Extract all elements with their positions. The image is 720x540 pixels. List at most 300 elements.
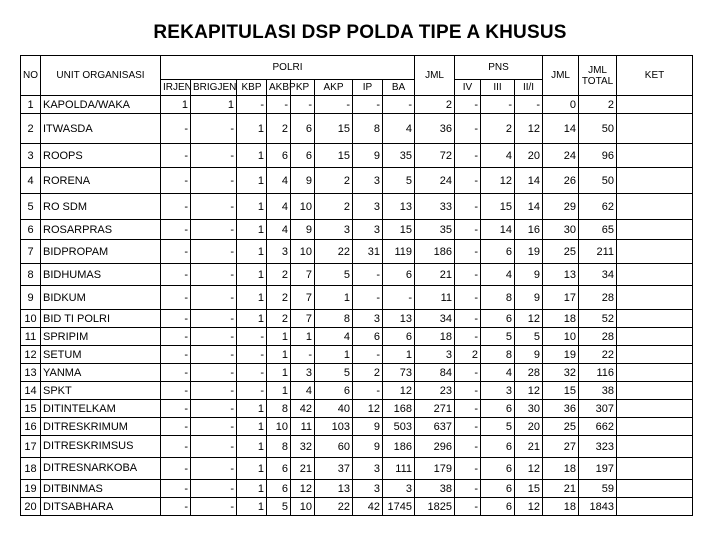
value-cell: 35 [383, 144, 415, 168]
ket-cell [617, 310, 693, 328]
value-cell: 15 [383, 220, 415, 240]
unit-name: DITRESKRIMUM [41, 418, 161, 436]
value-cell: 1 [237, 286, 267, 310]
header-polri-akp: AKP [315, 80, 353, 96]
value-cell: 18 [543, 310, 579, 328]
value-cell: 21 [415, 264, 455, 286]
value-cell: 1 [161, 96, 191, 114]
value-cell: 186 [415, 240, 455, 264]
value-cell: 179 [415, 458, 455, 480]
table-row [21, 194, 693, 220]
unit-name: ROSARPRAS [41, 220, 161, 240]
value-cell: 6 [383, 264, 415, 286]
value-cell: 116 [579, 364, 617, 382]
value-cell: - [455, 310, 481, 328]
ket-cell [617, 144, 693, 168]
ket-cell [617, 346, 693, 364]
unit-name: ROOPS [41, 144, 161, 168]
value-cell: 6 [481, 400, 515, 418]
unit-name: KAPOLDA/WAKA [41, 96, 161, 114]
value-cell: 5 [315, 364, 353, 382]
value-cell: 52 [579, 310, 617, 328]
value-cell: 4 [267, 194, 291, 220]
ket-cell [617, 436, 693, 458]
value-cell: 662 [579, 418, 617, 436]
value-cell: - [161, 346, 191, 364]
value-cell: 24 [543, 144, 579, 168]
unit-name: SETUM [41, 346, 161, 364]
value-cell: 5 [383, 168, 415, 194]
ket-cell [617, 364, 693, 382]
value-cell: 16 [515, 220, 543, 240]
table-row [21, 458, 693, 480]
value-cell: 50 [579, 114, 617, 144]
row-number: 18 [21, 458, 41, 480]
value-cell: 1 [315, 346, 353, 364]
value-cell: 4 [267, 220, 291, 240]
value-cell: 19 [515, 240, 543, 264]
value-cell: - [161, 458, 191, 480]
value-cell: 7 [291, 264, 315, 286]
value-cell: 12 [515, 382, 543, 400]
ket-cell [617, 498, 693, 516]
value-cell: - [455, 144, 481, 168]
value-cell: 18 [415, 328, 455, 346]
value-cell: - [455, 240, 481, 264]
value-cell: 1 [237, 168, 267, 194]
ket-cell [617, 286, 693, 310]
table-row [21, 382, 693, 400]
value-cell: - [455, 480, 481, 498]
value-cell: 186 [383, 436, 415, 458]
row-number: 5 [21, 194, 41, 220]
unit-name: DITRESNARKOBA [41, 458, 161, 480]
value-cell: 1 [237, 310, 267, 328]
value-cell: 3 [353, 480, 383, 498]
row-number: 2 [21, 114, 41, 144]
value-cell: - [191, 310, 237, 328]
value-cell: 22 [315, 498, 353, 516]
value-cell: 3 [353, 168, 383, 194]
value-cell: 1 [237, 114, 267, 144]
value-cell: - [191, 264, 237, 286]
value-cell: 2 [315, 168, 353, 194]
value-cell: 9 [353, 144, 383, 168]
value-cell: 28 [579, 328, 617, 346]
value-cell: - [515, 96, 543, 114]
value-cell: 6 [481, 240, 515, 264]
value-cell: 9 [515, 264, 543, 286]
ket-cell [617, 480, 693, 498]
value-cell: - [191, 346, 237, 364]
value-cell: - [191, 328, 237, 346]
value-cell: 28 [515, 364, 543, 382]
value-cell: 211 [579, 240, 617, 264]
header-polri-ip: IP [353, 80, 383, 96]
value-cell: 22 [315, 240, 353, 264]
value-cell: - [353, 346, 383, 364]
value-cell: 20 [515, 418, 543, 436]
value-cell: 13 [383, 310, 415, 328]
unit-name: DITSABHARA [41, 498, 161, 516]
table-row [21, 498, 693, 516]
value-cell: - [191, 144, 237, 168]
header-polri-akbp: AKBP [267, 80, 291, 96]
value-cell: 10 [291, 194, 315, 220]
value-cell: 59 [579, 480, 617, 498]
value-cell: 8 [481, 286, 515, 310]
header-polri-brigjen: BRIGJEN [191, 80, 237, 96]
value-cell: 119 [383, 240, 415, 264]
value-cell: 10 [267, 418, 291, 436]
ket-cell [617, 168, 693, 194]
value-cell: 15 [543, 382, 579, 400]
value-cell: - [191, 240, 237, 264]
header-pns-iii: III [481, 80, 515, 96]
value-cell: 2 [455, 346, 481, 364]
value-cell: 103 [315, 418, 353, 436]
value-cell: 2 [267, 310, 291, 328]
value-cell: 12 [353, 400, 383, 418]
value-cell: - [191, 220, 237, 240]
value-cell: - [383, 96, 415, 114]
value-cell: 271 [415, 400, 455, 418]
value-cell: - [455, 382, 481, 400]
unit-name: BIDHUMAS [41, 264, 161, 286]
value-cell: 4 [383, 114, 415, 144]
value-cell: 8 [353, 114, 383, 144]
value-cell: - [191, 400, 237, 418]
table-row [21, 286, 693, 310]
table-row [21, 220, 693, 240]
value-cell: - [161, 364, 191, 382]
row-number: 3 [21, 144, 41, 168]
table-row [21, 418, 693, 436]
value-cell: 4 [481, 264, 515, 286]
value-cell: 62 [579, 194, 617, 220]
value-cell: 2 [315, 194, 353, 220]
value-cell: 3 [291, 364, 315, 382]
value-cell: 3 [353, 310, 383, 328]
value-cell: 3 [383, 480, 415, 498]
value-cell: 1 [237, 498, 267, 516]
value-cell: 30 [515, 400, 543, 418]
row-number: 1 [21, 96, 41, 114]
table-row [21, 168, 693, 194]
header-pns: PNS [455, 56, 543, 80]
value-cell: 8 [267, 436, 291, 458]
value-cell: - [455, 168, 481, 194]
value-cell: 1 [267, 346, 291, 364]
value-cell: 31 [353, 240, 383, 264]
value-cell: 1745 [383, 498, 415, 516]
header-pns-iv: IV [455, 80, 481, 96]
value-cell: 12 [291, 480, 315, 498]
value-cell: 25 [543, 240, 579, 264]
value-cell: 29 [543, 194, 579, 220]
table-row [21, 240, 693, 264]
ket-cell [617, 240, 693, 264]
value-cell: - [161, 194, 191, 220]
value-cell: 296 [415, 436, 455, 458]
value-cell: 637 [415, 418, 455, 436]
value-cell: 50 [579, 168, 617, 194]
value-cell: 32 [543, 364, 579, 382]
value-cell: 34 [579, 264, 617, 286]
row-number: 14 [21, 382, 41, 400]
value-cell: 7 [291, 286, 315, 310]
value-cell: 6 [291, 144, 315, 168]
value-cell: 6 [267, 144, 291, 168]
value-cell: 6 [481, 498, 515, 516]
header-jml-polri: JML [415, 56, 455, 96]
value-cell: 323 [579, 436, 617, 458]
ket-cell [617, 114, 693, 144]
value-cell: 1 [267, 382, 291, 400]
value-cell: 13 [543, 264, 579, 286]
value-cell: 1 [291, 328, 315, 346]
row-number: 16 [21, 418, 41, 436]
row-number: 11 [21, 328, 41, 346]
value-cell: - [161, 144, 191, 168]
header-polri-irjen: IRJEN [161, 80, 191, 96]
row-number: 13 [21, 364, 41, 382]
value-cell: 2 [579, 96, 617, 114]
value-cell: 5 [515, 328, 543, 346]
value-cell: 6 [267, 458, 291, 480]
unit-name: BID TI POLRI [41, 310, 161, 328]
value-cell: 42 [353, 498, 383, 516]
header-polri-kp: KP [291, 80, 315, 96]
unit-name: YANMA [41, 364, 161, 382]
value-cell: 3 [481, 382, 515, 400]
row-number: 12 [21, 346, 41, 364]
row-number: 15 [21, 400, 41, 418]
page-title: REKAPITULASI DSP POLDA TIPE A KHUSUS [153, 22, 567, 43]
value-cell: 6 [481, 458, 515, 480]
value-cell: 1 [237, 418, 267, 436]
ket-cell [617, 96, 693, 114]
value-cell: - [161, 436, 191, 458]
value-cell: 33 [415, 194, 455, 220]
value-cell: 1 [191, 96, 237, 114]
value-cell: - [191, 114, 237, 144]
value-cell: 8 [315, 310, 353, 328]
value-cell: - [191, 458, 237, 480]
value-cell: - [481, 96, 515, 114]
value-cell: - [237, 346, 267, 364]
value-cell: 3 [353, 458, 383, 480]
value-cell: 25 [543, 418, 579, 436]
table-row [21, 264, 693, 286]
value-cell: 6 [291, 114, 315, 144]
ket-cell [617, 194, 693, 220]
value-cell: 9 [515, 346, 543, 364]
row-number: 4 [21, 168, 41, 194]
table-row [21, 310, 693, 328]
value-cell: 3 [353, 194, 383, 220]
value-cell: 1 [237, 458, 267, 480]
ket-cell [617, 220, 693, 240]
value-cell: 27 [543, 436, 579, 458]
value-cell: - [191, 480, 237, 498]
ket-cell [617, 418, 693, 436]
value-cell: 15 [315, 144, 353, 168]
value-cell: 13 [383, 194, 415, 220]
value-cell: 9 [353, 436, 383, 458]
table-row [21, 346, 693, 364]
value-cell: 19 [543, 346, 579, 364]
value-cell: 20 [515, 144, 543, 168]
value-cell: 9 [353, 418, 383, 436]
value-cell: - [161, 264, 191, 286]
value-cell: 1 [383, 346, 415, 364]
value-cell: - [191, 364, 237, 382]
unit-name: SPRIPIM [41, 328, 161, 346]
value-cell: 21 [515, 436, 543, 458]
value-cell: 1 [237, 480, 267, 498]
value-cell: 30 [543, 220, 579, 240]
header-jml-pns: JML [543, 56, 579, 96]
value-cell: 22 [579, 346, 617, 364]
value-cell: 65 [579, 220, 617, 240]
value-cell: 12 [383, 382, 415, 400]
value-cell: 8 [481, 346, 515, 364]
value-cell: 4 [481, 364, 515, 382]
value-cell: 168 [383, 400, 415, 418]
value-cell: 17 [543, 286, 579, 310]
table-row [21, 96, 693, 114]
value-cell: 60 [315, 436, 353, 458]
value-cell: - [353, 382, 383, 400]
header-jml-total: JML TOTAL [579, 56, 617, 96]
value-cell: - [455, 220, 481, 240]
header-unit: UNIT ORGANISASI [41, 56, 161, 96]
value-cell: 14 [481, 220, 515, 240]
value-cell: 10 [291, 498, 315, 516]
value-cell: - [161, 498, 191, 516]
value-cell: 4 [481, 144, 515, 168]
value-cell: - [191, 498, 237, 516]
ket-cell [617, 328, 693, 346]
value-cell: - [161, 240, 191, 264]
header-pns-ii-i: II/I [515, 80, 543, 96]
value-cell: 24 [415, 168, 455, 194]
value-cell: 5 [481, 328, 515, 346]
value-cell: - [455, 498, 481, 516]
value-cell: 6 [481, 436, 515, 458]
value-cell: 307 [579, 400, 617, 418]
value-cell: - [455, 114, 481, 144]
value-cell: - [191, 418, 237, 436]
value-cell: 38 [579, 382, 617, 400]
value-cell: 4 [267, 168, 291, 194]
value-cell: 2 [481, 114, 515, 144]
value-cell: 14 [515, 168, 543, 194]
value-cell: 3 [267, 240, 291, 264]
value-cell: - [353, 264, 383, 286]
unit-name: RO SDM [41, 194, 161, 220]
unit-name: DITINTELKAM [41, 400, 161, 418]
value-cell: 21 [543, 480, 579, 498]
row-number: 9 [21, 286, 41, 310]
table-row [21, 144, 693, 168]
value-cell: 14 [515, 194, 543, 220]
value-cell: 10 [291, 240, 315, 264]
value-cell: - [237, 328, 267, 346]
value-cell: 21 [291, 458, 315, 480]
value-cell: - [267, 96, 291, 114]
value-cell: 11 [415, 286, 455, 310]
value-cell: 1 [237, 436, 267, 458]
value-cell: 6 [315, 382, 353, 400]
value-cell: 96 [579, 144, 617, 168]
value-cell: - [455, 364, 481, 382]
value-cell: 111 [383, 458, 415, 480]
value-cell: 15 [481, 194, 515, 220]
value-cell: - [455, 286, 481, 310]
value-cell: 84 [415, 364, 455, 382]
unit-name: DITRESKRIMSUS [41, 436, 161, 458]
value-cell: 12 [515, 458, 543, 480]
value-cell: - [455, 458, 481, 480]
row-number: 17 [21, 436, 41, 458]
value-cell: - [455, 264, 481, 286]
value-cell: 36 [543, 400, 579, 418]
unit-name: RORENA [41, 168, 161, 194]
unit-name: SPKT [41, 382, 161, 400]
value-cell: - [291, 346, 315, 364]
value-cell: - [455, 400, 481, 418]
value-cell: 1825 [415, 498, 455, 516]
table-row [21, 436, 693, 458]
table-row [21, 328, 693, 346]
value-cell: - [161, 328, 191, 346]
value-cell: 5 [267, 498, 291, 516]
value-cell: 503 [383, 418, 415, 436]
value-cell: - [161, 286, 191, 310]
value-cell: 28 [579, 286, 617, 310]
value-cell: - [191, 286, 237, 310]
value-cell: - [191, 168, 237, 194]
value-cell: 1 [237, 220, 267, 240]
value-cell: 11 [291, 418, 315, 436]
value-cell: 2 [267, 286, 291, 310]
value-cell: 14 [543, 114, 579, 144]
value-cell: 6 [267, 480, 291, 498]
value-cell: 6 [383, 328, 415, 346]
row-number: 7 [21, 240, 41, 264]
recap-table [20, 55, 693, 516]
value-cell: 1 [267, 328, 291, 346]
header-no: NO [21, 56, 41, 96]
value-cell: 6 [481, 480, 515, 498]
value-cell: - [191, 436, 237, 458]
value-cell: - [161, 220, 191, 240]
value-cell: 3 [353, 220, 383, 240]
value-cell: - [237, 382, 267, 400]
value-cell: 1 [267, 364, 291, 382]
value-cell: 13 [315, 480, 353, 498]
value-cell: 18 [543, 458, 579, 480]
ket-cell [617, 264, 693, 286]
value-cell: - [455, 96, 481, 114]
unit-name: BIDKUM [41, 286, 161, 310]
value-cell: 12 [481, 168, 515, 194]
value-cell: 12 [515, 114, 543, 144]
value-cell: 9 [515, 286, 543, 310]
row-number: 10 [21, 310, 41, 328]
